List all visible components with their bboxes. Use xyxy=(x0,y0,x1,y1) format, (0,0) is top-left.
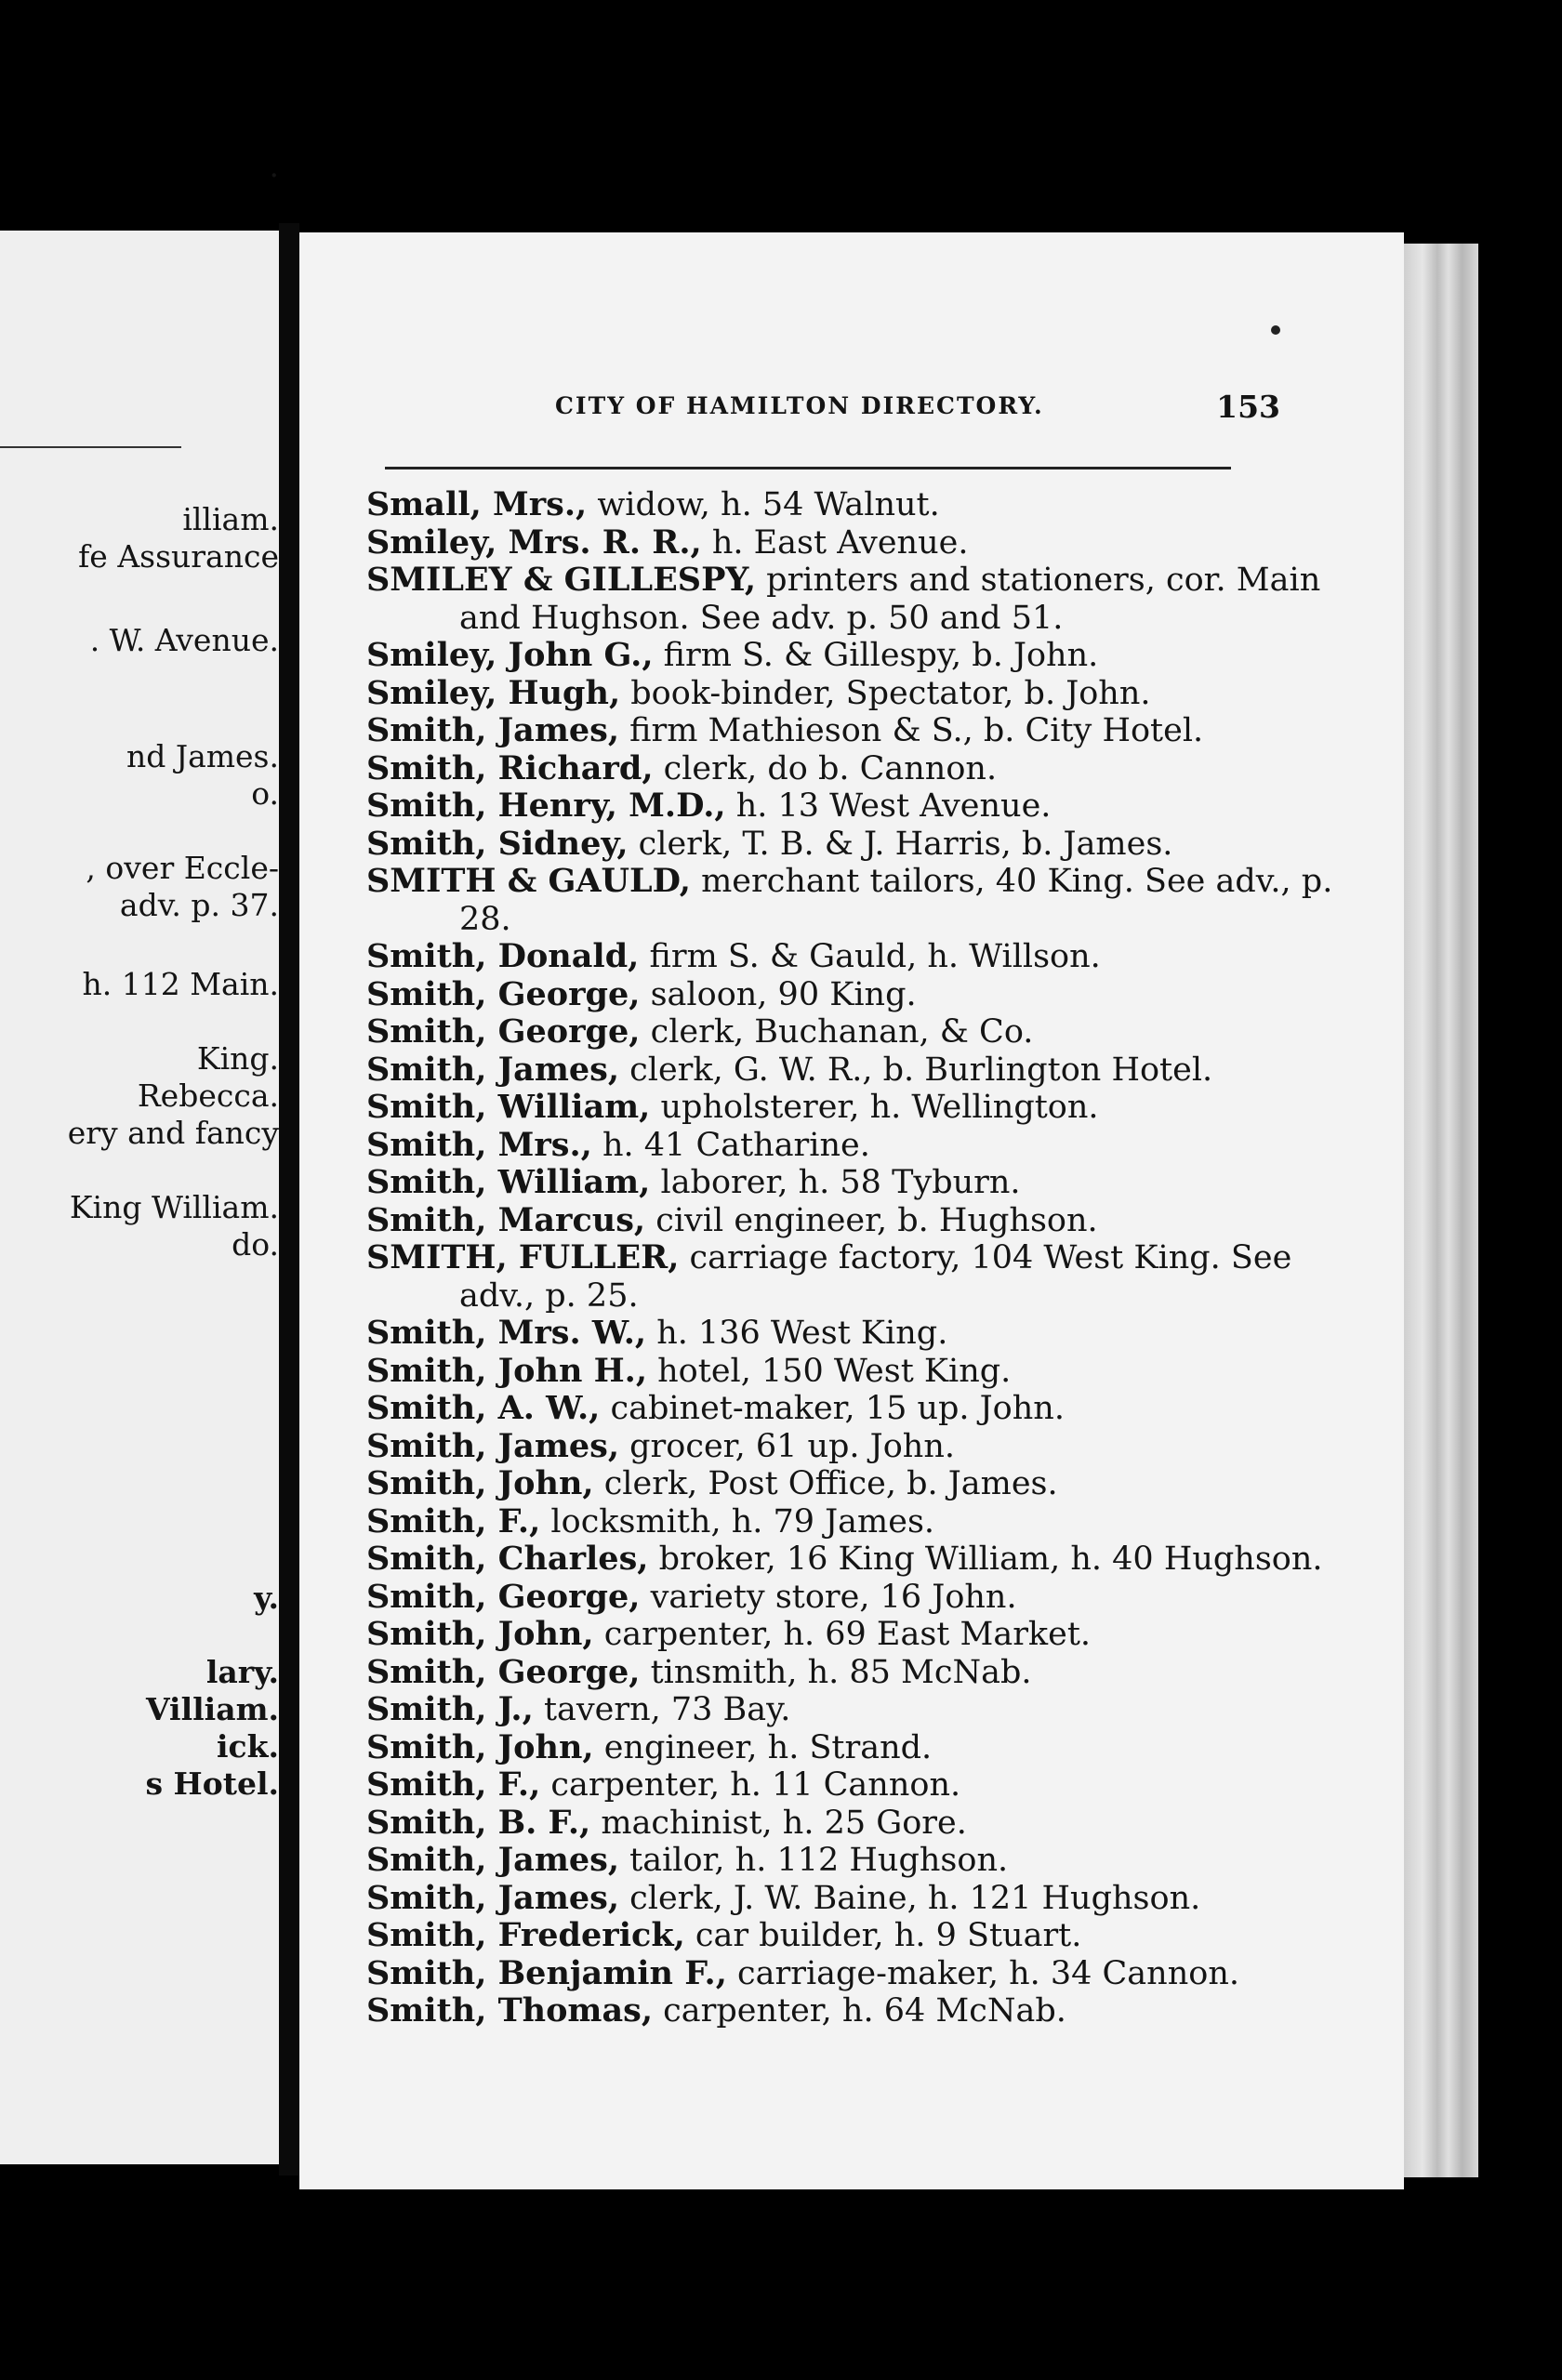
entry-details: carriage factory, 104 West King. See adv., p. 25. xyxy=(459,1239,1292,1315)
entry-name: Smith, Frederick, xyxy=(366,1916,685,1954)
directory-entry xyxy=(366,1353,1352,1391)
ink-spot xyxy=(1271,325,1280,335)
directory-entry xyxy=(366,1805,1352,1843)
directory-entry xyxy=(366,1164,1352,1202)
entry-details: merchant tailors, 40 King. See adv., p. 28. xyxy=(459,863,1333,938)
entry-name: Smith, John, xyxy=(366,1727,594,1766)
left-page-fragment: King. xyxy=(196,1040,279,1077)
entry-details: grocer, 61 up. John. xyxy=(619,1427,955,1465)
directory-entry xyxy=(366,938,1352,976)
entry-details: engineer, h. Strand. xyxy=(593,1728,933,1766)
left-page-fragment: Rebecca. xyxy=(137,1078,279,1114)
entry-details: clerk, J. W. Baine, h. 121 Hughson. xyxy=(619,1879,1201,1917)
entry-details: tinsmith, h. 85 McNab. xyxy=(640,1653,1032,1691)
entry-name: SMILEY & GILLESPY, xyxy=(366,561,757,599)
directory-entry xyxy=(366,1013,1352,1051)
entry-name: Smith, George, xyxy=(366,1012,641,1051)
entry-details: hotel, 150 West King. xyxy=(647,1352,1012,1390)
directory-entry xyxy=(366,1239,1352,1315)
directory-entry xyxy=(366,1766,1352,1805)
entry-name: Smith, F., xyxy=(366,1765,541,1804)
entry-name: Smith, James, xyxy=(366,1050,620,1089)
directory-entry xyxy=(366,1579,1352,1617)
entry-details: h. East Avenue. xyxy=(701,523,969,562)
left-page-fragment: ery and fancy xyxy=(67,1115,279,1151)
entry-details: upholsterer, h. Wellington. xyxy=(650,1089,1099,1126)
entry-name: Smith, George, xyxy=(366,1652,641,1691)
directory-entry xyxy=(366,976,1352,1014)
directory-entry xyxy=(366,1428,1352,1466)
directory-entry xyxy=(366,826,1352,864)
left-page-rule xyxy=(0,446,181,448)
directory-entry xyxy=(366,1729,1352,1767)
directory-entry xyxy=(366,1917,1352,1955)
entry-name: Smith, George, xyxy=(366,1577,641,1616)
directory-entry xyxy=(366,675,1352,713)
page-header xyxy=(555,389,1280,439)
left-page-fragment: y. xyxy=(254,1580,279,1616)
entry-name: Smith, Thomas, xyxy=(366,1991,654,2030)
entry-name: Smith, James, xyxy=(366,1841,620,1879)
left-page-fragment: Villiam. xyxy=(146,1691,279,1727)
directory-entry xyxy=(366,787,1352,826)
left-page-fragment: h. 112 Main. xyxy=(82,966,279,1002)
directory-entry xyxy=(366,486,1352,524)
entry-name: Smith, John H., xyxy=(366,1351,648,1390)
left-facing-page xyxy=(0,148,279,2164)
entry-details: variety store, 16 John. xyxy=(640,1578,1017,1616)
directory-entry xyxy=(366,1654,1352,1692)
directory-entry xyxy=(366,1465,1352,1503)
page-number: 153 xyxy=(1216,389,1280,425)
directory-entry xyxy=(366,1503,1352,1541)
directory-entry xyxy=(366,712,1352,750)
entry-name: Smith, Mrs., xyxy=(366,1125,592,1164)
entry-name: Smith, Henry, M.D., xyxy=(366,787,726,825)
left-page-fragment: o. xyxy=(251,775,279,812)
entry-details: clerk, Buchanan, & Co. xyxy=(640,1013,1034,1051)
entry-name: Smith, Benjamin F., xyxy=(366,1953,727,1992)
entry-details: firm S. & Gillespy, b. John. xyxy=(653,637,1099,674)
entry-name: Smiley, Mrs. R. R., xyxy=(366,522,702,562)
left-page-fragment: . xyxy=(269,148,279,184)
entry-details: carpenter, h. 64 McNab. xyxy=(653,1992,1066,2030)
directory-entry xyxy=(366,1992,1352,2030)
page-edges xyxy=(1404,244,1478,2177)
entry-details: clerk, T. B. & J. Harris, b. James. xyxy=(628,825,1173,863)
entry-details: printers and stationers, cor. Main and Hughson. See adv. p. 50 and 51. xyxy=(459,562,1321,637)
entry-details: firm Mathieson & S., b. City Hotel. xyxy=(619,712,1204,749)
entry-name: SMITH, FULLER, xyxy=(366,1238,680,1276)
entry-name: Smith, A. W., xyxy=(366,1389,601,1427)
entry-details: tavern, 73 Bay. xyxy=(533,1691,791,1728)
directory-entry xyxy=(366,1127,1352,1165)
left-page-fragment: illiam. xyxy=(182,501,279,537)
entry-name: Smiley, John G., xyxy=(366,636,654,674)
directory-entry xyxy=(366,1842,1352,1880)
header-rule xyxy=(385,467,1231,469)
entry-name: Smith, William, xyxy=(366,1163,651,1201)
left-page-fragment: King William. xyxy=(69,1189,279,1225)
entry-name: Smith, William, xyxy=(366,1088,651,1126)
entry-name: Smith, Mrs. W., xyxy=(366,1314,647,1352)
entry-details: saloon, 90 King. xyxy=(640,975,917,1013)
entry-name: Smith, James, xyxy=(366,1878,620,1917)
left-page-fragment: , over Eccle- xyxy=(86,850,279,886)
entry-name: Smith, J., xyxy=(366,1690,534,1728)
entry-name: Smith, F., xyxy=(366,1501,541,1540)
directory-entry xyxy=(366,562,1352,637)
directory-entry xyxy=(366,1390,1352,1428)
entry-details: clerk, G. W. R., b. Burlington Hotel. xyxy=(619,1051,1213,1089)
directory-entry xyxy=(366,1880,1352,1918)
entry-details: h. 136 West King. xyxy=(646,1315,948,1352)
directory-entry xyxy=(366,1051,1352,1090)
entry-details: h. 41 Catharine. xyxy=(591,1126,870,1164)
entry-details: laborer, h. 58 Tyburn. xyxy=(650,1164,1021,1201)
directory-entry xyxy=(366,1955,1352,1993)
directory-entries xyxy=(366,486,1352,2030)
left-page-fragment: lary. xyxy=(205,1654,279,1690)
entry-name: Smith, Richard, xyxy=(366,748,654,787)
directory-page xyxy=(299,232,1404,2189)
directory-entry xyxy=(366,1691,1352,1729)
directory-entry xyxy=(366,1202,1352,1240)
entry-details: tailor, h. 112 Hughson. xyxy=(619,1842,1009,1879)
entry-name: Smith, B. F., xyxy=(366,1803,591,1842)
left-page-fragment: adv. p. 37. xyxy=(119,887,279,923)
entry-details: broker, 16 King William, h. 40 Hughson. xyxy=(648,1540,1323,1578)
directory-entry xyxy=(366,637,1352,675)
entry-details: clerk, do b. Cannon. xyxy=(653,749,998,787)
directory-entry xyxy=(366,524,1352,562)
entry-details: cabinet-maker, 15 up. John. xyxy=(600,1390,1065,1427)
entry-name: Smith, John, xyxy=(366,1615,594,1653)
entry-name: Smith, Sidney, xyxy=(366,824,629,863)
entry-details: machinist, h. 25 Gore. xyxy=(590,1804,967,1842)
entry-details: carpenter, h. 11 Cannon. xyxy=(540,1766,961,1804)
entry-name: Smith, James, xyxy=(366,1426,620,1465)
entry-details: h. 13 West Avenue. xyxy=(725,787,1052,825)
entry-details: locksmith, h. 79 James. xyxy=(540,1502,935,1540)
entry-details: civil engineer, b. Hughson. xyxy=(645,1201,1098,1239)
left-page-fragment: nd James. xyxy=(126,738,279,774)
entry-name: Smith, James, xyxy=(366,711,620,749)
left-page-fragment: ick. xyxy=(217,1728,279,1765)
left-page-fragment: do. xyxy=(232,1226,279,1263)
entry-name: Smith, Marcus, xyxy=(366,1200,646,1239)
entry-details: carriage-maker, h. 34 Cannon. xyxy=(726,1954,1239,1992)
directory-entry xyxy=(366,863,1352,938)
directory-entry xyxy=(366,750,1352,788)
entry-name: Smith, John, xyxy=(366,1464,594,1502)
book-gutter xyxy=(279,223,299,2175)
directory-entry xyxy=(366,1616,1352,1654)
entry-name: Small, Mrs., xyxy=(366,485,588,523)
directory-entry xyxy=(366,1540,1352,1579)
page-title: CITY OF HAMILTON DIRECTORY. xyxy=(555,392,1044,419)
entry-name: SMITH & GAULD, xyxy=(366,862,691,900)
entry-details: carpenter, h. 69 East Market. xyxy=(593,1616,1092,1653)
entry-name: Smith, Charles, xyxy=(366,1540,649,1578)
directory-entry xyxy=(366,1315,1352,1353)
entry-details: car builder, h. 9 Stuart. xyxy=(684,1917,1082,1954)
entry-details: firm S. & Gauld, h. Willson. xyxy=(639,938,1101,975)
entry-name: Smiley, Hugh, xyxy=(366,673,621,712)
left-page-fragment: . W. Avenue. xyxy=(89,622,279,658)
entry-name: Smith, Donald, xyxy=(366,937,640,975)
entry-name: Smith, George, xyxy=(366,974,641,1013)
entry-details: book-binder, Spectator, b. John. xyxy=(620,674,1151,712)
entry-details: clerk, Post Office, b. James. xyxy=(593,1465,1058,1502)
left-page-fragment: fe Assurance xyxy=(78,538,279,575)
entry-details: widow, h. 54 Walnut. xyxy=(587,486,940,523)
left-page-fragment: s Hotel. xyxy=(145,1765,279,1802)
directory-entry xyxy=(366,1089,1352,1127)
